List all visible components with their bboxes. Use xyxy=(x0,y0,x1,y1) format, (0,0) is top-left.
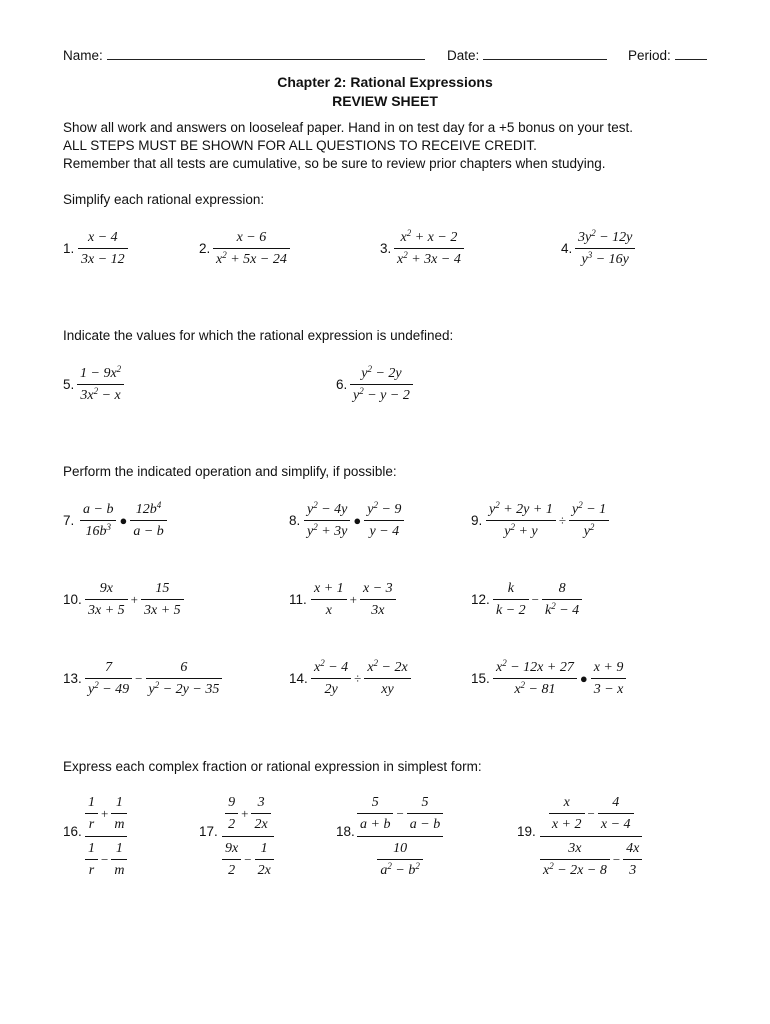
name-label: Name: xyxy=(63,48,103,63)
problem-13-expression: $\frac{7}{y^2 - 49}$ − $\frac{6}{y^2 - 2y - 35}$ xyxy=(85,659,222,698)
problem-4-fraction: $3y^2 - 12y$ $y^3 - 16y$ xyxy=(575,229,635,268)
instruction-line: Show all work and answers on looseleaf paper. Hand in on test day for a +5 bonus on your test. xyxy=(63,120,633,135)
problem-18-label: 18. xyxy=(336,824,355,839)
instruction-line: ALL STEPS MUST BE SHOWN FOR ALL QUESTIONS TO RECEIVE CREDIT. xyxy=(63,138,537,153)
problem-8-label: 8. xyxy=(289,513,301,528)
problem-6-fraction: $y^2 - 2y$ $y^2 - y - 2$ xyxy=(350,365,413,404)
date-blank[interactable] xyxy=(483,47,607,60)
problem-9-label: 9. xyxy=(471,513,483,528)
problem-17-complex-fraction: $\frac{9}{2}$ + $\frac{3}{2x}$ $\frac{9x}{2}$ − $\frac{1}{2x}$ xyxy=(222,794,274,879)
problem-7-label: 7. xyxy=(63,513,75,528)
problem-11-label: 11. xyxy=(289,592,307,607)
name-line xyxy=(63,47,425,63)
problem-19-complex-fraction: $\frac{x}{x + 2}$ − $\frac{4}{x - 4}$ $\frac{3x}{x^2 - 2x - 8}$ − $\frac{4x}{3}$ xyxy=(540,794,642,879)
date-line xyxy=(447,47,607,63)
problem-15-label: 15. xyxy=(471,671,490,686)
page-title: Chapter 2: Rational Expressions xyxy=(277,74,493,90)
problem-5-label: 5. xyxy=(63,377,75,392)
section-undefined-heading: Indicate the values for which the rational expression is undefined: xyxy=(63,328,454,343)
section-operations-heading: Perform the indicated operation and simplify, if possible: xyxy=(63,464,397,479)
problem-3-fraction: $x^2 + x - 2$ $x^2 + 3x - 4$ xyxy=(394,229,464,268)
name-blank[interactable] xyxy=(107,47,425,60)
problem-12-expression: $\frac{k}{k - 2}$ − $\frac{8}{k^2 - 4}$ xyxy=(493,580,582,619)
problem-6-label: 6. xyxy=(336,377,348,392)
instructions xyxy=(63,119,633,173)
instruction-line: Remember that all tests are cumulative, so be sure to review prior chapters when studying. xyxy=(63,156,606,171)
problem-14-label: 14. xyxy=(289,671,308,686)
problem-13-label: 13. xyxy=(63,671,82,686)
section-simplify-heading: Simplify each rational expression: xyxy=(63,192,265,207)
problem-19-label: 19. xyxy=(517,824,536,839)
page-subtitle: REVIEW SHEET xyxy=(332,93,438,109)
problem-2-fraction: x − 6 $x^2 + 5x - 24$ xyxy=(213,229,290,268)
period-label: Period: xyxy=(628,48,671,63)
problem-1-label: 1. xyxy=(63,241,75,256)
section-complex-heading: Express each complex fraction or rational expression in simplest form: xyxy=(63,759,482,774)
period-line xyxy=(628,47,707,63)
problem-11-expression: $\frac{x + 1}{x}$ + $\frac{x - 3}{3x}$ xyxy=(311,580,396,619)
problem-16-complex-fraction: $\frac{1}{r}$ + $\frac{1}{m}$ $\frac{1}{r}$ − $\frac{1}{m}$ xyxy=(85,794,127,879)
date-label: Date: xyxy=(447,48,480,63)
problem-4-label: 4. xyxy=(561,241,573,256)
problem-1-fraction: x − 4 3x − 12 xyxy=(78,229,128,268)
problem-16-label: 16. xyxy=(63,824,82,839)
problem-9-expression: $\frac{y^2 + 2y + 1}{y^2 + y}$ ÷ $\frac{y^2 - 1}{y^2}$ xyxy=(486,501,609,540)
problem-17-label: 17. xyxy=(199,824,218,839)
problem-7-expression: $\frac{a - b}{16b^3}$ ● $\frac{12b^4}{a - b}$ xyxy=(80,501,167,540)
problem-8-expression: $\frac{y^2 - 4y}{y^2 + 3y}$ ● $\frac{y^2 - 9}{y - 4}$ xyxy=(304,501,404,540)
problem-10-label: 10. xyxy=(63,592,82,607)
period-blank[interactable] xyxy=(675,47,707,60)
problem-12-label: 12. xyxy=(471,592,490,607)
problem-14-expression: $\frac{x^2 - 4}{2y}$ ÷ $\frac{x^2 - 2x}{xy}$ xyxy=(311,659,411,698)
problem-5-fraction: $1 - 9x^2$ $3x^2 - x$ xyxy=(77,365,124,404)
problem-15-expression: $\frac{x^2 - 12x + 27}{x^2 - 81}$ ● $\frac{x + 9}{3 - x}$ xyxy=(493,659,626,698)
problem-10-expression: $\frac{9x}{3x + 5}$ + $\frac{15}{3x + 5}$ xyxy=(85,580,184,619)
problem-2-label: 2. xyxy=(199,241,211,256)
problem-3-label: 3. xyxy=(380,241,392,256)
problem-18-complex-fraction: $\frac{5}{a + b}$ − $\frac{5}{a - b}$ $\frac{10}{a^2 - b^2}$ xyxy=(357,794,443,879)
